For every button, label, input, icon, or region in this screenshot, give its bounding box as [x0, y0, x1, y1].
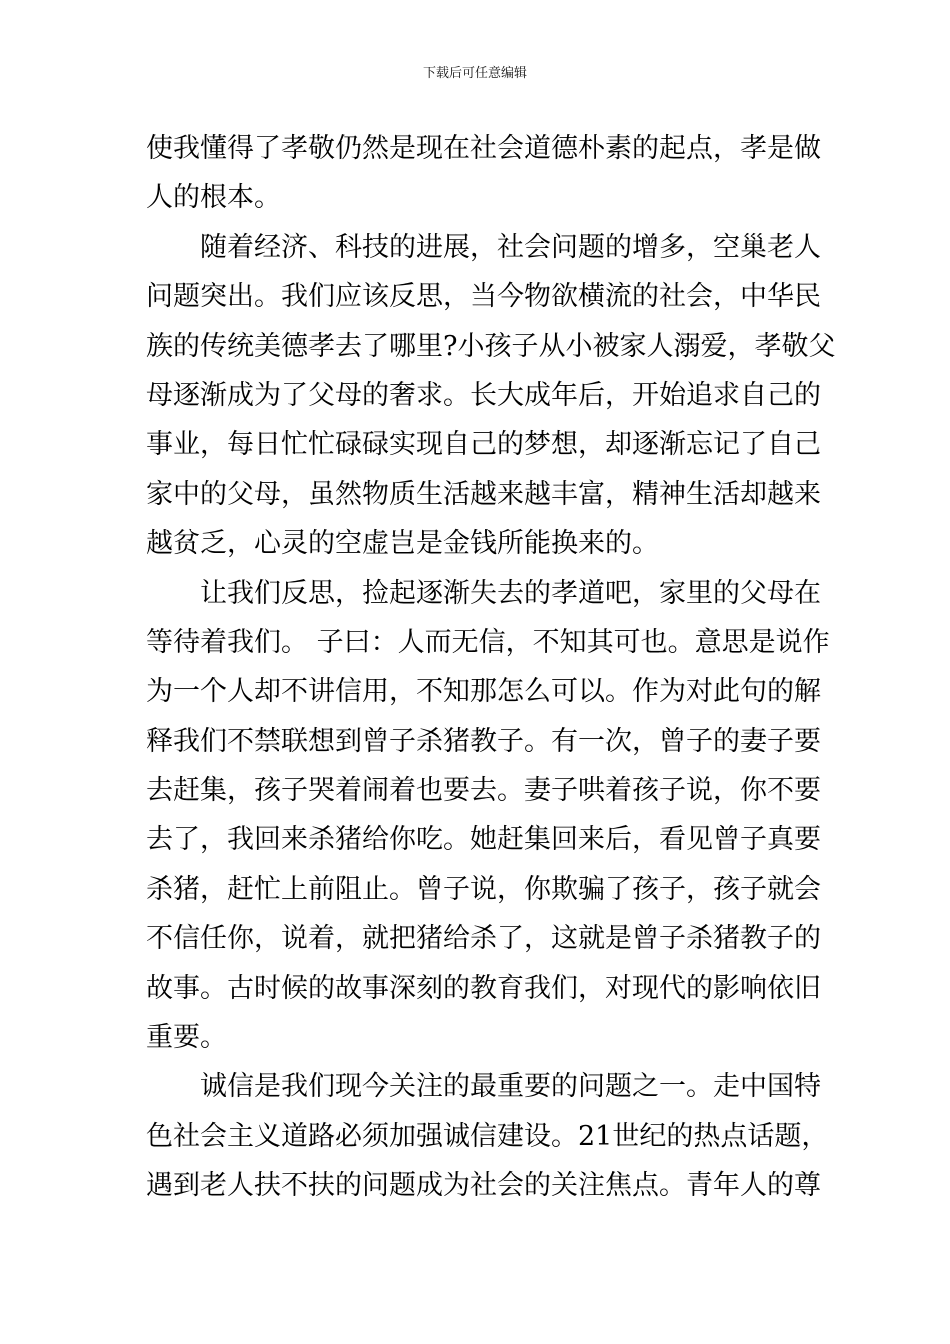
text-line: 诚信是我们现今关注的最重要的问题之一。走中国特 [200, 1071, 821, 1103]
text-line: 族的传统美德孝去了哪里?小孩子从小被家人溺爱，孝敬父 [146, 330, 836, 362]
text-line: 不信任你，说着，就把猪给杀了，这就是曾子杀猪教子的 [146, 923, 821, 955]
text-line: 等待着我们。 子曰：人而无信，不知其可也。意思是说作 [146, 626, 830, 658]
text-line: 人的根本。 [146, 182, 281, 214]
text-line: 母逐渐成为了父母的奢求。长大成年后，开始追求自己的 [146, 379, 821, 411]
text-line: 让我们反思，捡起逐渐失去的孝道吧，家里的父母在 [200, 577, 821, 609]
text-line: 遇到老人扶不扶的问题成为社会的关注焦点。青年人的尊 [146, 1170, 821, 1202]
text-line: 家中的父母，虽然物质生活越来越丰富，精神生活却越来 [146, 478, 821, 510]
text-line: 故事。古时候的故事深刻的教育我们，对现代的影响依旧 [146, 972, 821, 1004]
text-line: 问题突出。我们应该反思，当今物欲横流的社会，中华民 [146, 281, 821, 313]
text-line: 去了，我回来杀猪给你吃。她赶集回来后，看见曾子真要 [146, 824, 821, 856]
text-line: 重要。 [146, 1022, 227, 1054]
text-line: 事业，每日忙忙碌碌实现自己的梦想，却逐渐忘记了自己 [146, 429, 821, 461]
document-body [146, 124, 836, 1211]
page-header: 下载后可任意编辑 [422, 66, 527, 81]
text-line: 越贫乏，心灵的空虚岂是金钱所能换来的。 [146, 528, 659, 560]
text-line: 释我们不禁联想到曾子杀猪教子。有一次，曾子的妻子要 [146, 725, 821, 757]
text-line: 随着经济、科技的进展，社会问题的增多，空巢老人 [200, 231, 821, 263]
text-line: 去赶集，孩子哭着闹着也要去。妻子哄着孩子说，你不要 [146, 775, 821, 807]
text-line: 杀猪，赶忙上前阻止。曾子说，你欺骗了孩子，孩子就会 [146, 873, 821, 905]
text-line: 使我懂得了孝敬仍然是现在社会道德朴素的起点，孝是做 [146, 133, 821, 164]
text-line: 为一个人却不讲信用，不知那怎么可以。作为对此句的解 [146, 676, 821, 708]
text-line: 色社会主义道路必须加强诚信建设。21世纪的热点话题， [146, 1120, 829, 1152]
